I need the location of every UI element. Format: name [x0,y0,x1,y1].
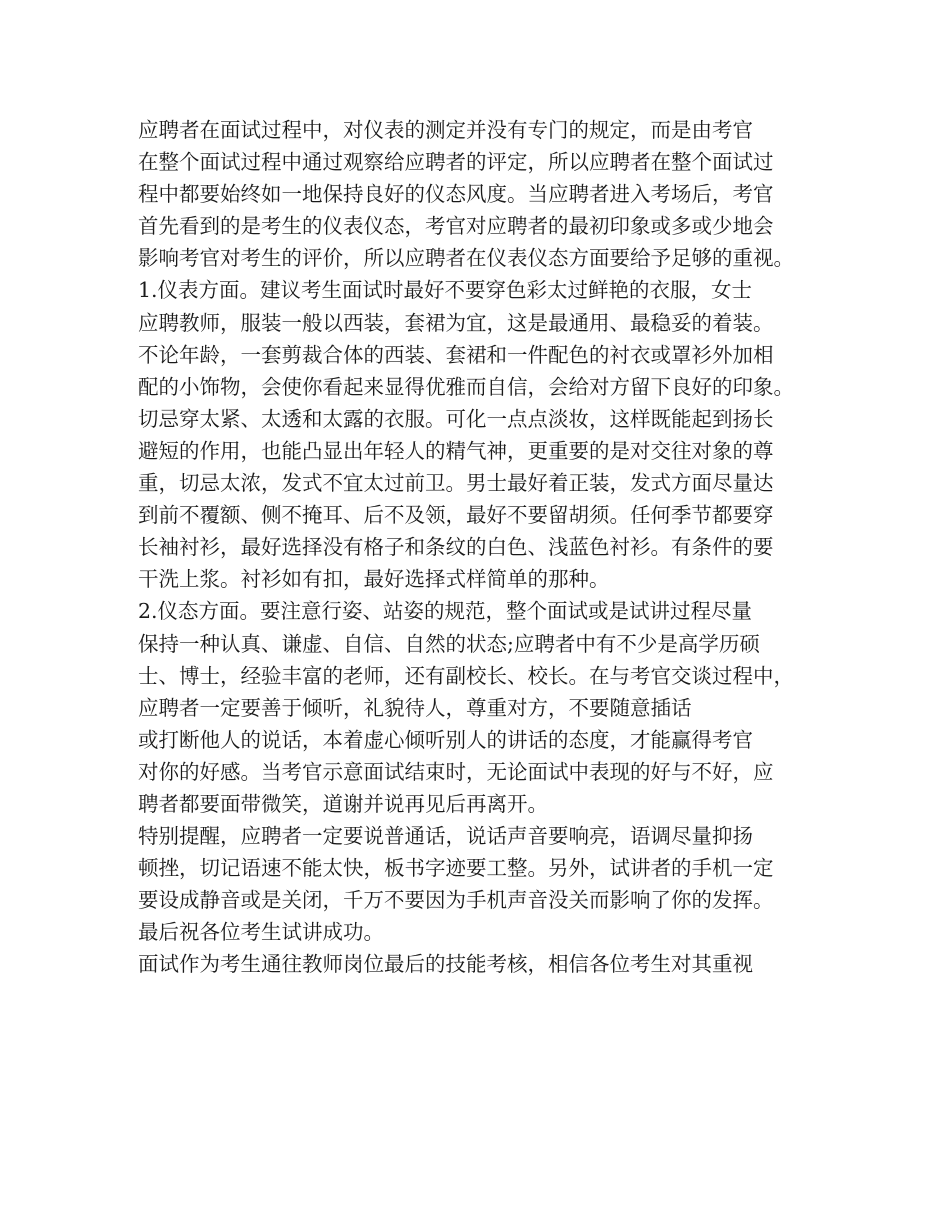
text-line: 对你的好感。当考官示意面试结束时，无论面试中表现的好与不好，应 [138,759,774,784]
text-line: 避短的作用，也能凸显出年轻人的精气神，更重要的是对交往对象的尊 [138,438,774,463]
text-line: 1.仪表方面。建议考生面试时最好不要穿色彩太过鲜艳的衣服，女士 [138,278,753,303]
text-line: 影响考官对考生的评价，所以应聘者在仪表仪态方面要给予足够的重视。 [138,246,794,271]
text-line: 最后祝各位考生试讲成功。 [138,920,384,945]
text-line: 应聘者一定要善于倾听，礼貌待人，尊重对方，不要随意插话 [138,695,692,720]
text-line: 或打断他人的说话，本着虚心倾听别人的讲话的态度，才能赢得考官 [138,727,753,752]
text-line: 聘者都要面带微笑，道谢并说再见后再离开。 [138,791,548,816]
text-line: 士、博士，经验丰富的老师，还有副校长、校长。在与考官交谈过程中， [138,663,794,688]
text-line: 干洗上浆。衬衫如有扣，最好选择式样简单的那种。 [138,567,610,592]
text-line: 要设成静音或是关闭，千万不要因为手机声音没关而影响了你的发挥。 [138,888,774,913]
text-line: 特别提醒，应聘者一定要说普通话，说话声音要响亮，语调尽量抑扬 [138,824,753,849]
text-line: 2.仪态方面。要注意行姿、站姿的规范，整个面试或是试讲过程尽量 [138,599,753,624]
text-line: 在整个面试过程中通过观察给应聘者的评定，所以应聘者在整个面试过 [138,150,774,175]
text-line: 保持一种认真、谦虚、自信、自然的状态;应聘者中有不少是高学历硕 [138,631,760,656]
text-line: 重，切忌太浓，发式不宜太过前卫。男士最好着正装，发式方面尽量达 [138,471,774,496]
text-line: 长袖衬衫，最好选择没有格子和条纹的白色、浅蓝色衬衫。有条件的要 [138,535,774,560]
text-line: 应聘者在面试过程中，对仪表的测定并没有专门的规定，而是由考官 [138,118,753,142]
text-line: 程中都要始终如一地保持良好的仪态风度。当应聘者进入考场后，考官 [138,182,774,207]
text-line: 应聘教师，服装一般以西装，套裙为宜，这是最通用、最稳妥的着装。 [138,310,774,335]
document-body [138,114,838,981]
text-line: 不论年龄，一套剪裁合体的西装、套裙和一件配色的衬衣或罩衫外加相 [138,342,774,367]
text-line: 到前不覆额、侧不掩耳、后不及领，最好不要留胡须。任何季节都要穿 [138,503,774,528]
text-line: 配的小饰物，会使你看起来显得优雅而自信，会给对方留下良好的印象。 [138,374,794,399]
text-line: 切忌穿太紧、太透和太露的衣服。可化一点点淡妆，这样既能起到扬长 [138,406,774,431]
text-line: 顿挫，切记语速不能太快，板书字迹要工整。另外，试讲者的手机一定 [138,856,774,881]
text-line: 首先看到的是考生的仪表仪态，考官对应聘者的最初印象或多或少地会 [138,214,774,239]
text-line: 面试作为考生通往教师岗位最后的技能考核，相信各位考生对其重视 [138,952,753,977]
